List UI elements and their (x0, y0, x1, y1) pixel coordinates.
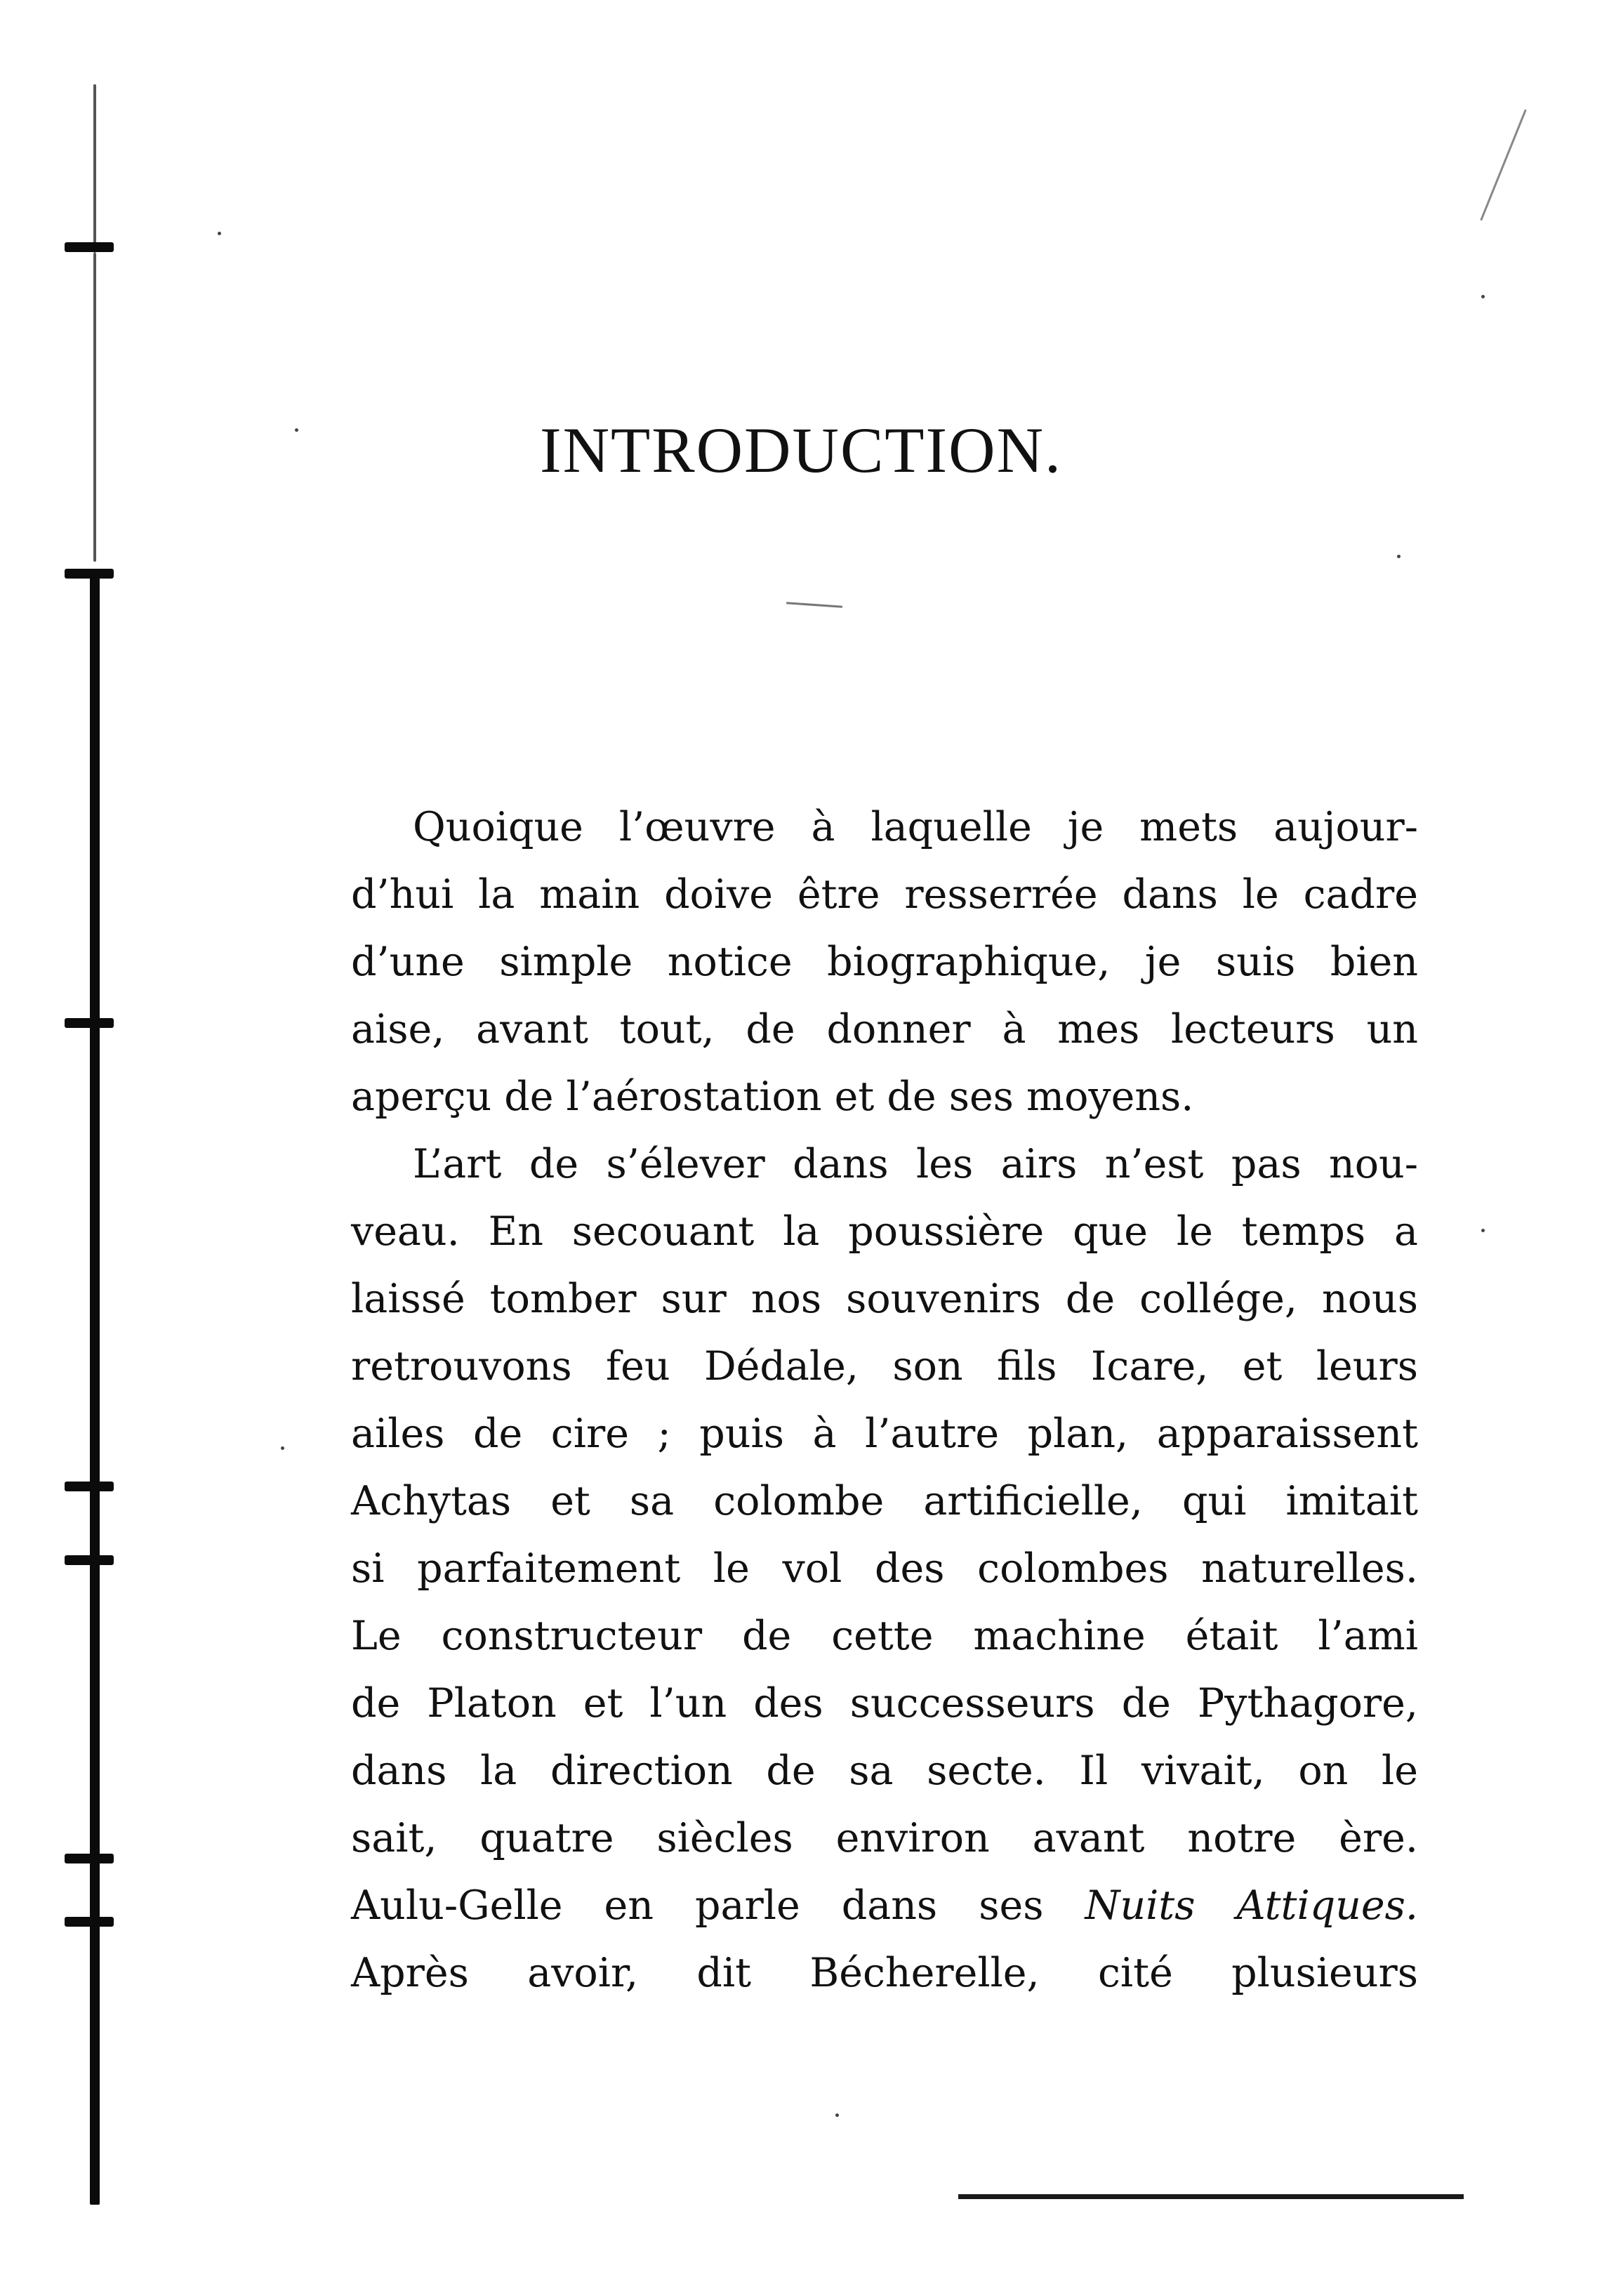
text-segment: Aulu-Gelle en parle dans ses (351, 1882, 1085, 1929)
text-line: aperçu de l’aérostation et de ses moyens. (351, 1074, 1194, 1120)
spine-stitch (65, 1854, 114, 1863)
text-line-with-italic (351, 1872, 1418, 1939)
spine-edge (90, 576, 100, 2205)
spine-stitch (65, 1555, 114, 1565)
title-ornament (786, 602, 842, 608)
text-line: laissé tomber sur nos souvenirs de collége, nous (351, 1276, 1418, 1322)
spine-thread (93, 253, 96, 562)
text-line: veau. En secouant la poussière que le temps a (351, 1208, 1418, 1255)
text-line: Le constructeur de cette machine était l’ami (351, 1613, 1418, 1659)
text-line: L’art de s’élever dans les airs n’est pas nou- (413, 1141, 1418, 1187)
paper-speck (1481, 295, 1485, 298)
text-line: ailes de cire ; puis à l’autre plan, apparaissent (351, 1411, 1418, 1457)
footer-rule (958, 2194, 1464, 2199)
page-edge-mark (1480, 110, 1526, 221)
body-text (351, 793, 1418, 2007)
text-line: Quoique l’œuvre à laquelle je mets aujour- (413, 804, 1418, 850)
text-line: si parfaitement le vol des colombes naturelles. (351, 1545, 1418, 1592)
text-line: d’hui la main doive être resserrée dans le cadre (351, 871, 1418, 918)
text-line: retrouvons feu Dédale, son fils Icare, et leurs (351, 1343, 1418, 1390)
paper-speck (218, 232, 221, 235)
paper-speck (1397, 555, 1401, 558)
spine-stitch (65, 242, 114, 252)
paper-speck (1481, 1229, 1485, 1232)
spine-stitch (65, 1917, 114, 1927)
spine-thread-top (93, 84, 96, 253)
page-title: INTRODUCTION. (539, 414, 1063, 486)
text-line: de Platon et l’un des successeurs de Pythagore, (351, 1680, 1418, 1727)
spine-stitch (65, 569, 114, 579)
text-line: aise, avant tout, de donner à mes lecteurs un (351, 1006, 1418, 1053)
text-line: Après avoir, dit Bécherelle, cité plusieurs (351, 1950, 1418, 1996)
paper-speck (835, 2113, 839, 2117)
text-line: d’une simple notice biographique, je suis bien (351, 939, 1418, 985)
text-line: Achytas et sa colombe artificielle, qui imitait (351, 1478, 1418, 1524)
book-binding-spine (70, 84, 126, 2205)
spine-stitch (65, 1482, 114, 1491)
text-line: dans la direction de sa secte. Il vivait, on le (351, 1748, 1418, 1794)
spine-stitch (65, 1018, 114, 1028)
paper-speck (281, 1446, 284, 1450)
book-title-italic: Nuits Attiques. (1085, 1882, 1418, 1929)
text-line: sait, quatre siècles environ avant notre ère. (351, 1815, 1418, 1861)
